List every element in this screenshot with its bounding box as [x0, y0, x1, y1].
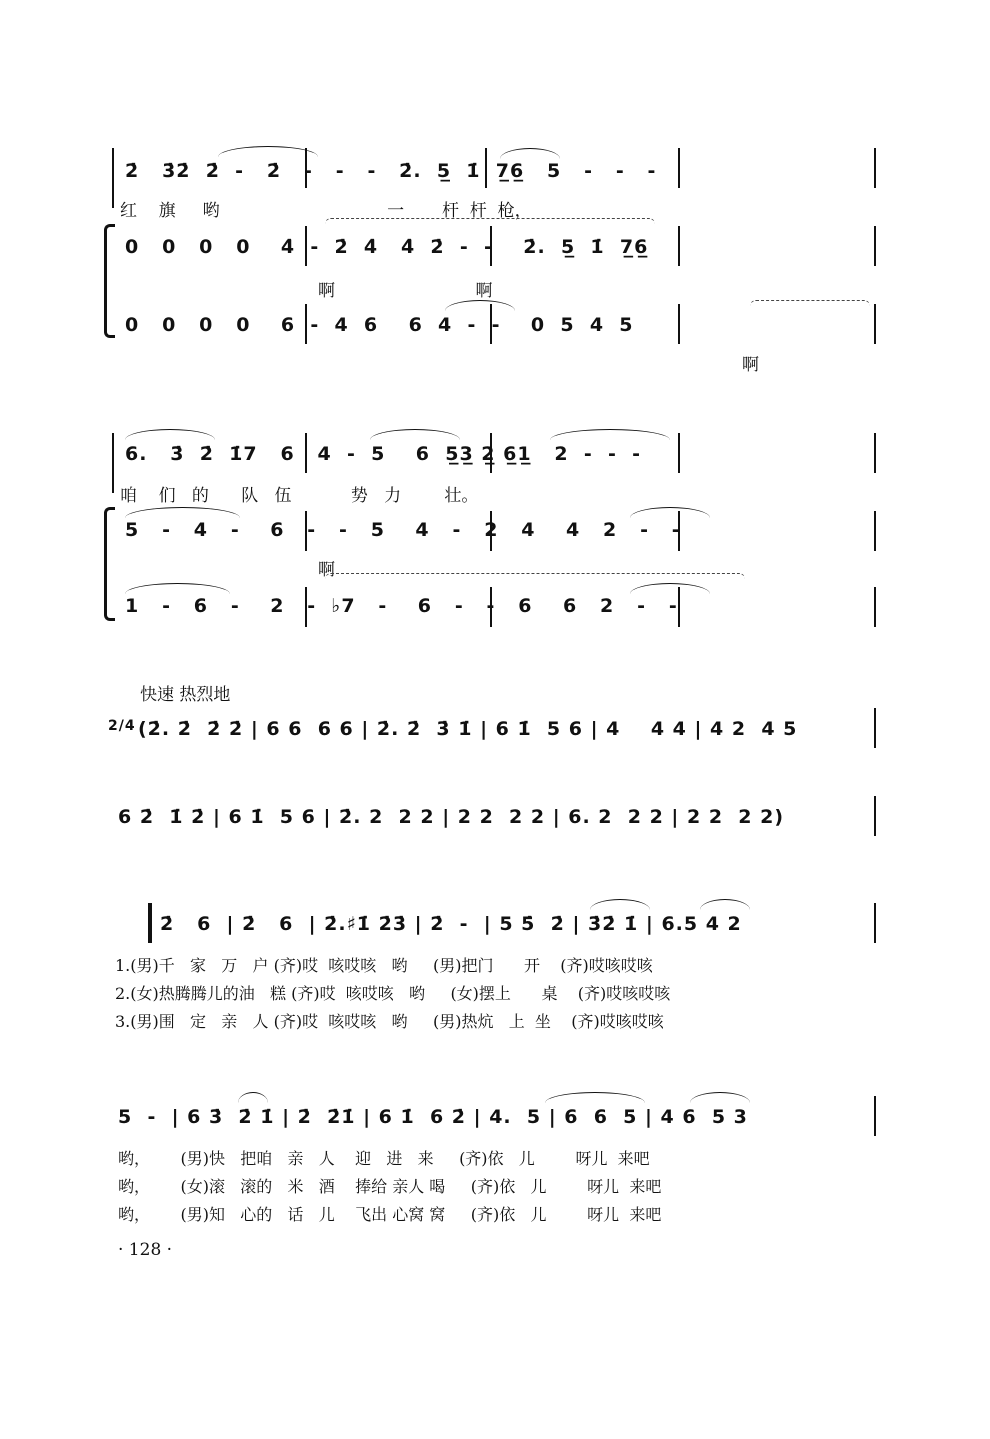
- barline: [874, 226, 876, 266]
- tie: [630, 507, 710, 518]
- system-3: [0, 680, 990, 770]
- bass-lyric: 啊: [742, 355, 759, 375]
- barline: [678, 226, 680, 266]
- tempo-marking: 快速 热烈地: [140, 685, 231, 705]
- intro-line-1: (2̇. 2̇ 2̇ 2̇ | 6 6 6 6 | 2̇. 2̇ 3̇ 1̇ | 6 1̇ 5 6 | 4 4 4 | 4 2 4 5: [138, 718, 798, 740]
- verse-1-refrain: 哟， (男)快 把咱 亲 人 迎 进 来 (齐)依 儿 呀儿 来吧: [118, 1149, 650, 1168]
- barline: [874, 148, 876, 188]
- barline: [874, 511, 876, 551]
- barline: [874, 587, 876, 627]
- tie: [238, 1092, 268, 1103]
- refrain-melody: 5 - | 6 3̇ 2̇ 1̇ | 2̇ 2̇1̇ | 6 1̇ 6 2̇ | 4. 5 | 6 6 5 | 4 6 5 3: [118, 1106, 748, 1128]
- verse-2-refrain: 哟， (女)滚 滚的 米 酒 捧给 亲人 喝 (齐)依 儿 呀儿 来吧: [118, 1177, 662, 1196]
- barline: [678, 433, 680, 473]
- barline: [874, 433, 876, 473]
- barline: [874, 796, 876, 836]
- tie: [218, 146, 318, 157]
- time-signature: 2/4: [108, 718, 136, 734]
- barline: [678, 148, 680, 188]
- tie: [370, 429, 460, 440]
- alto-line: 0 0 0 0 4̇ - 2̇ 4̇ 4̇ 2̇ - - 2̇. 5̲ 1̇ 7̲6̲: [125, 236, 649, 258]
- melody-lyric: 咱 们 的 队 伍 势 力 壮。: [120, 486, 479, 506]
- tie: [690, 1092, 750, 1103]
- tie: [630, 583, 710, 594]
- system-1: [0, 140, 990, 375]
- barline: [874, 1096, 876, 1136]
- tie: [500, 148, 560, 159]
- alto-lyric: 啊 啊: [318, 281, 493, 301]
- tie: [445, 300, 515, 311]
- barline: [112, 433, 114, 493]
- tie: [700, 899, 750, 910]
- page-number: · 128 ·: [118, 1240, 173, 1260]
- dashed-slur: [325, 573, 745, 582]
- verse-3-lyric: 3.(男)围 定 亲 人 (齐)哎 咳哎咳 哟 (男)热炕 上 坐 (齐)哎咳哎咳: [115, 1012, 664, 1031]
- system-4: [0, 790, 990, 850]
- tie: [125, 583, 230, 594]
- barline: [112, 148, 114, 208]
- verse-1-lyric: 1.(男)千 家 万 户 (齐)哎 咳哎咳 哟 (男)把门 开 (齐)哎咳哎咳: [115, 956, 653, 975]
- melody-lyric: 红 旗 哟 一 杆 杆 枪，: [120, 201, 532, 221]
- system-2: [0, 425, 990, 640]
- choir-brace: [104, 507, 115, 621]
- tie: [590, 899, 650, 910]
- bass-line: 1 - 6 - 2 - ♭7 - 6 - - 6 6 2 - -: [125, 595, 678, 617]
- dashed-slur: [750, 300, 870, 309]
- intro-line-2: 6 2̇ 1̇ 2̇ | 6 1̇ 5 6 | 2̇. 2 2 2 | 2 2 2 2 | 6. 2 2 2 | 2 2 2 2): [118, 806, 785, 828]
- melody-line: 2̇ 3̇2̇ 2̇ - 2̇ - - - 2̇. 5̲ 1̇ 7̲6̲ 5 - - -: [125, 160, 657, 182]
- tie: [550, 429, 670, 440]
- alto-lyric: 啊: [318, 560, 335, 580]
- barline: [874, 708, 876, 748]
- verse-melody: 2̇ 6 | 2̇ 6 | 2̇.♯1̇ 2̇3̇ | 2̇ - | 5 5̇ 2̇ | 3̇2̇ 1̇ | 6.5 4 2: [160, 913, 742, 935]
- verse-3-refrain: 哟， (男)知 心的 话 儿 飞出 心窝 窝 (齐)依 儿 呀儿 来吧: [118, 1205, 662, 1224]
- tie: [125, 429, 215, 440]
- verse-2-lyric: 2.(女)热腾腾儿的油 糕 (齐)哎 咳哎咳 哟 (女)摆上 桌 (齐)哎咳哎咳: [115, 984, 671, 1003]
- repeat-start-barline: [148, 903, 152, 943]
- barline: [874, 304, 876, 344]
- alto-line: 5 - 4 - 6 - - 5 4 - 2 4 4 2 - -: [125, 519, 681, 541]
- system-6: [0, 1090, 990, 1225]
- tie: [125, 507, 240, 518]
- bass-line: 0 0 0 0 6 - 4 6 6 4 - - 0 5 4 5: [125, 314, 634, 336]
- tie: [545, 1092, 645, 1103]
- choir-brace: [104, 224, 115, 338]
- barline: [874, 903, 876, 943]
- melody-line: 6. 3̇ 2̇ 1̇7 6 4 - 5 6 5̲3̲ 2̲ 6̲1̲ 2 - - -: [125, 443, 641, 465]
- barline: [678, 304, 680, 344]
- system-5: [0, 895, 990, 1045]
